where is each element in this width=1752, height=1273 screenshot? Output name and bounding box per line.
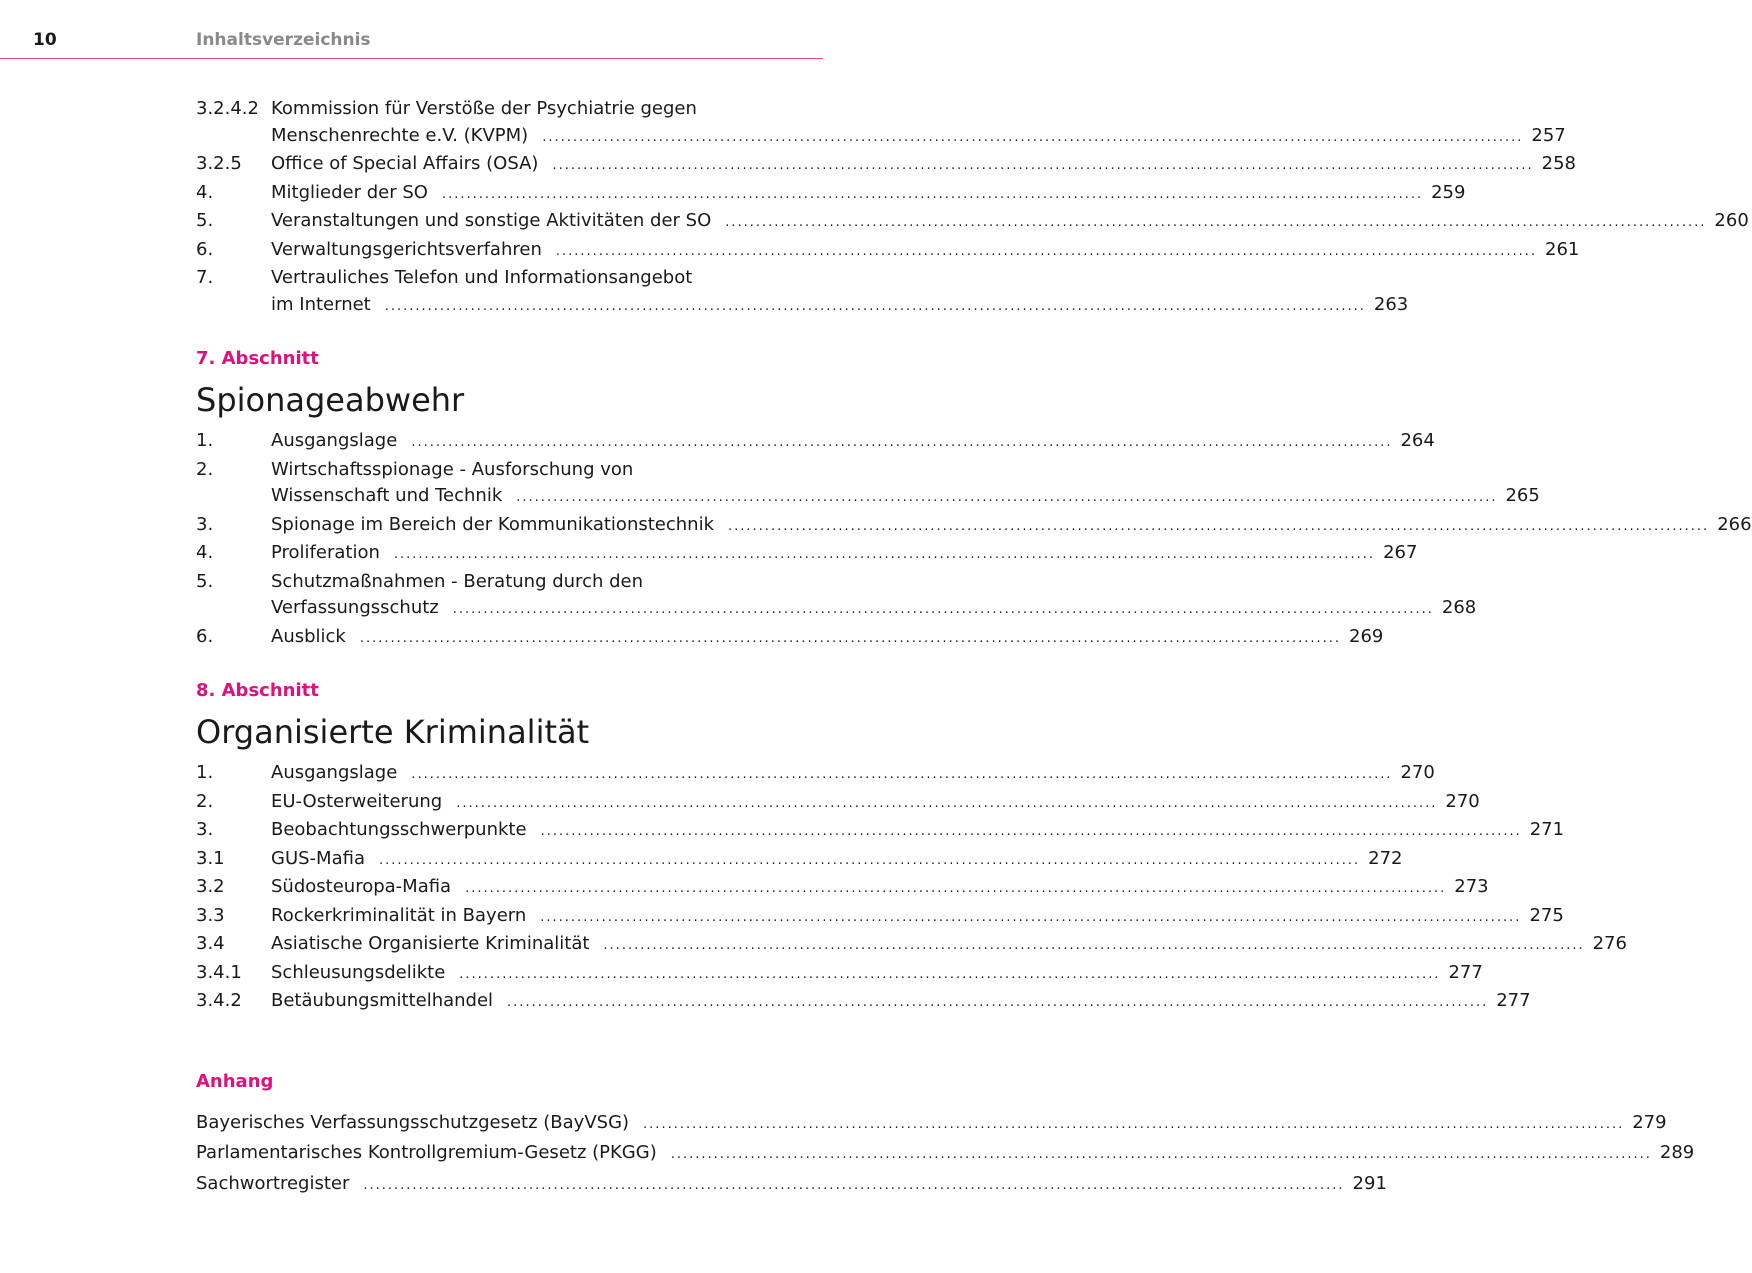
toc-entry: [196, 817, 1565, 846]
dot-leader: ................................................................................................................................................................: [441, 186, 1424, 202]
toc-entry-title: EU-Osterweiterung: [271, 790, 443, 812]
toc-entry-line: [271, 151, 1576, 180]
toc-entry-line: [271, 817, 1565, 846]
toc-entry-page: 271: [1529, 819, 1565, 840]
toc-entry-number: 4.: [196, 542, 214, 563]
toc-entry-title: Rockerkriminalität in Bayern: [271, 904, 527, 926]
dot-leader: ................................................................................................................................................................: [555, 243, 1538, 259]
toc-entry-number: 3.: [196, 513, 214, 535]
toc-entry-title-line1: Kommission für Verstöße der Psychiatrie gegen: [271, 98, 697, 119]
dot-leader: ................................................................................................................................................................: [670, 1147, 1652, 1162]
toc-entry-title: Bayerisches Verfassungsschutzgesetz (BayVSG): [196, 1111, 630, 1133]
dot-leader: ................................................................................................................................................................: [411, 767, 1393, 782]
toc-entry-body: [271, 874, 1489, 903]
toc-entry-line: [271, 540, 1418, 569]
toc-entry-body: [271, 265, 1409, 320]
section-label: 7. Abschnitt: [196, 348, 319, 369]
dot-leader: ................................................................................................................................................................: [540, 824, 1522, 839]
toc-entry-number: 4.: [196, 181, 214, 203]
toc-entry-body: [271, 208, 1749, 237]
dot-leader: ................................................................................................................................................................: [552, 158, 1534, 173]
toc-entry-number: 3.3: [196, 904, 225, 926]
toc-entry: [196, 540, 1418, 569]
toc-entry-page: 257: [1531, 124, 1566, 146]
toc-entry: [196, 931, 1627, 960]
section-gap: [196, 320, 824, 346]
toc-entry-title: Betäubungsmittelhandel: [271, 990, 494, 1011]
toc-entry-body: [271, 237, 1580, 266]
toc-entry-page: 268: [1441, 597, 1477, 618]
toc-entry-body: [196, 1139, 1695, 1170]
dot-leader: ................................................................................................................................................................: [384, 298, 1366, 314]
toc-entry-number: 3.4.1: [196, 961, 242, 983]
toc-entry-body: [271, 624, 1384, 653]
toc-entry-line: [271, 988, 1531, 1017]
toc-entry-title: Office of Special Affairs (OSA): [271, 153, 539, 174]
toc-entry: [196, 988, 1531, 1017]
toc-entry-line: [271, 903, 1564, 932]
section-title: Organisierte Kriminalität: [196, 713, 590, 751]
toc-entry-number: 6.: [196, 238, 214, 260]
toc-entry-line: [271, 624, 1384, 653]
toc-entry-body: [271, 988, 1531, 1017]
toc-entry-number: 5.: [196, 570, 214, 592]
toc-entry-title: Verwaltungsgerichtsverfahren: [271, 238, 542, 260]
toc-entry-title: Beobachtungsschwerpunkte: [271, 819, 527, 840]
toc-entry-title: Wissenschaft und Technik: [271, 485, 503, 506]
toc-intro-list: [196, 96, 1749, 320]
toc-entry-page: 277: [1496, 990, 1531, 1011]
dot-leader: ................................................................................................................................................................: [411, 435, 1393, 450]
toc-entry-body: [271, 180, 1466, 209]
running-header-title: Inhaltsverzeichnis: [196, 30, 371, 50]
toc-entry: [196, 960, 1483, 989]
toc-entry-title: Parlamentarisches Kontrollgremium-Gesetz (PKGG): [196, 1142, 657, 1163]
toc-entry-body: [271, 903, 1564, 932]
toc-entry-body: [271, 457, 1540, 512]
toc-entry: [196, 428, 1435, 457]
toc-entry-page: 269: [1349, 625, 1384, 647]
dot-leader: ................................................................................................................................................................: [540, 909, 1522, 925]
toc-entry-body: [271, 96, 1566, 151]
toc-entry-line: [271, 760, 1435, 789]
dot-leader: ................................................................................................................................................................: [465, 881, 1447, 896]
toc-entry-body: [271, 931, 1627, 960]
toc-entry-page: 289: [1659, 1142, 1695, 1163]
dot-leader: ................................................................................................................................................................: [359, 630, 1342, 646]
toc-entry-number: 3.2.5: [196, 153, 242, 174]
toc-entry-number: 3.: [196, 819, 214, 840]
toc-entry-title: Ausblick: [271, 625, 346, 647]
toc-entry: [196, 874, 1489, 903]
toc-entry-body: [271, 512, 1752, 541]
toc-entry-page: 265: [1505, 485, 1540, 506]
toc-entry-number: 3.4: [196, 933, 225, 954]
toc-entry-page: 276: [1592, 933, 1627, 954]
toc-entry-title: Ausgangslage: [271, 430, 398, 451]
toc-entry-title: Menschenrechte e.V. (KVPM): [271, 124, 529, 146]
toc-entry-line: [196, 1170, 1387, 1201]
section-label: 8. Abschnitt: [196, 680, 319, 701]
toc-entry-page: 275: [1529, 904, 1564, 926]
toc-entry: [196, 208, 1749, 237]
toc-entry-title: Mitglieder der SO: [271, 181, 428, 203]
dot-leader: ................................................................................................................................................................: [725, 215, 1707, 230]
toc-entry-title: Veranstaltungen und sonstige Aktivitäten der SO: [271, 210, 712, 231]
toc-entry-body: [271, 428, 1435, 457]
dot-leader: ................................................................................................................................................................: [459, 966, 1441, 982]
toc-entry-body: [271, 540, 1418, 569]
toc-entry-number: 7.: [196, 267, 214, 288]
toc-entry-page: 266: [1717, 513, 1752, 535]
section-gap: [196, 1017, 824, 1043]
toc-entry-title: Spionage im Bereich der Kommunikationstechnik: [271, 513, 715, 535]
toc-entry: [196, 624, 1384, 653]
dot-leader: ................................................................................................................................................................: [603, 938, 1585, 953]
toc-entry-number: 3.2: [196, 876, 225, 897]
toc-entry-title: Sachwortregister: [196, 1172, 350, 1194]
dot-leader: ................................................................................................................................................................: [643, 1116, 1625, 1132]
running-header: [0, 28, 823, 59]
dot-leader: ................................................................................................................................................................: [507, 995, 1489, 1010]
toc-entry-number: 1.: [196, 762, 214, 783]
toc-entry-title-line1: Schutzmaßnahmen - Beratung durch den: [271, 570, 643, 592]
anhang-section: [196, 1069, 1695, 1201]
toc-entry-number: 2.: [196, 458, 214, 480]
toc-entry-page: 291: [1352, 1172, 1387, 1194]
toc-entry-title-line1: Wirtschaftsspionage - Ausforschung von: [271, 458, 634, 480]
dot-leader: ................................................................................................................................................................: [452, 602, 1434, 617]
toc-entry-line: [271, 789, 1480, 818]
dot-leader: ................................................................................................................................................................: [378, 852, 1361, 868]
toc-entry-number: 3.2.4.2: [196, 98, 259, 119]
toc-entry-line: [271, 960, 1483, 989]
toc-entry-body: [271, 960, 1483, 989]
toc-entry-body: [196, 1109, 1667, 1140]
toc-entry-line: [271, 428, 1435, 457]
toc-entry-page: 270: [1400, 762, 1435, 783]
dot-leader: ................................................................................................................................................................: [542, 129, 1524, 145]
toc-entry-number: 5.: [196, 210, 214, 231]
toc-entry-line: [271, 846, 1403, 875]
toc-entry-page: 279: [1632, 1111, 1667, 1133]
toc-entry-number: 6.: [196, 625, 214, 647]
toc-content: [196, 96, 1752, 1200]
toc-entry-line: [271, 512, 1752, 541]
toc-entry-number: 1.: [196, 430, 214, 451]
section-title: Spionageabwehr: [196, 381, 465, 419]
toc-sections: [196, 320, 1752, 1043]
toc-entry-body: [271, 846, 1403, 875]
toc-entry: [196, 1139, 1695, 1170]
toc-entry-body: [271, 151, 1576, 180]
toc-entry-number: 2.: [196, 790, 214, 812]
toc-entry-title: Proliferation: [271, 542, 380, 563]
toc-entry: [196, 180, 1466, 209]
toc-entry-line: [196, 1109, 1667, 1140]
toc-entry-page: 263: [1373, 293, 1409, 315]
toc-entry: [196, 512, 1752, 541]
toc-entry: [196, 265, 1409, 320]
toc-entry-number: 3.1: [196, 847, 225, 869]
toc-entry-page: 259: [1431, 181, 1466, 203]
toc-entry-body: [271, 569, 1477, 624]
toc-entry-line: [271, 931, 1627, 960]
toc-entry-line: [196, 1139, 1695, 1170]
toc-entry: [196, 96, 1566, 151]
toc-entry: [196, 903, 1564, 932]
toc-entry-page: 272: [1368, 847, 1403, 869]
toc-entry-page: 267: [1383, 542, 1418, 563]
toc-entry: [196, 846, 1403, 875]
toc-entry: [196, 151, 1576, 180]
toc-entry-line: [271, 292, 1409, 321]
toc-entry-page: 261: [1545, 238, 1580, 260]
dot-leader: ................................................................................................................................................................: [456, 795, 1438, 811]
toc-entry: [196, 760, 1435, 789]
toc-entry: [196, 789, 1480, 818]
toc-entry-title-line1: Vertrauliches Telefon und Informationsangebot: [271, 267, 693, 288]
toc-entry-page: 258: [1541, 153, 1576, 174]
toc-entry-title: Südosteuropa-Mafia: [271, 876, 452, 897]
toc-entry: [196, 457, 1540, 512]
toc-entry-page: 270: [1445, 790, 1480, 812]
toc-entry-body: [196, 1170, 1387, 1201]
toc-entry-page: 264: [1400, 430, 1435, 451]
toc-entry-title: Ausgangslage: [271, 762, 398, 783]
toc-entry: [196, 237, 1580, 266]
toc-entry: [196, 1170, 1387, 1201]
toc-entry-body: [271, 789, 1480, 818]
dot-leader: ................................................................................................................................................................: [393, 547, 1376, 562]
toc-entry-line: [271, 208, 1749, 237]
dot-leader: ................................................................................................................................................................: [516, 490, 1498, 505]
toc-entry-line: [271, 123, 1566, 152]
toc-entry-line: [271, 483, 1540, 512]
toc-entry-page: 277: [1448, 961, 1483, 983]
section-gap: [196, 652, 824, 678]
toc-entry-line: [271, 237, 1580, 266]
toc-entry: [196, 569, 1477, 624]
toc-entry-page: 273: [1454, 876, 1489, 897]
toc-entry-title: Schleusungsdelikte: [271, 961, 446, 983]
anhang-list: [196, 1109, 1695, 1201]
toc-entry-body: [271, 817, 1565, 846]
dot-leader: ................................................................................................................................................................: [728, 518, 1710, 534]
toc-entry-page: 260: [1714, 210, 1749, 231]
anhang-label: Anhang: [196, 1070, 274, 1092]
toc-entry-title: GUS-Mafia: [271, 847, 365, 869]
dot-leader: ................................................................................................................................................................: [363, 1177, 1345, 1193]
toc-section: [196, 678, 1627, 1017]
toc-entry-title: Verfassungsschutz: [271, 597, 439, 618]
page-number: 10: [33, 30, 57, 50]
toc-entry-title: im Internet: [271, 293, 371, 315]
toc-entry-line: [271, 874, 1489, 903]
toc-entry-number: 3.4.2: [196, 990, 242, 1011]
toc-entry: [196, 1109, 1667, 1140]
toc-section: [196, 346, 1752, 652]
toc-entry-line: [271, 595, 1477, 624]
toc-entry-body: [271, 760, 1435, 789]
toc-entry-title: Asiatische Organisierte Kriminalität: [271, 933, 590, 954]
toc-entry-line: [271, 180, 1466, 209]
